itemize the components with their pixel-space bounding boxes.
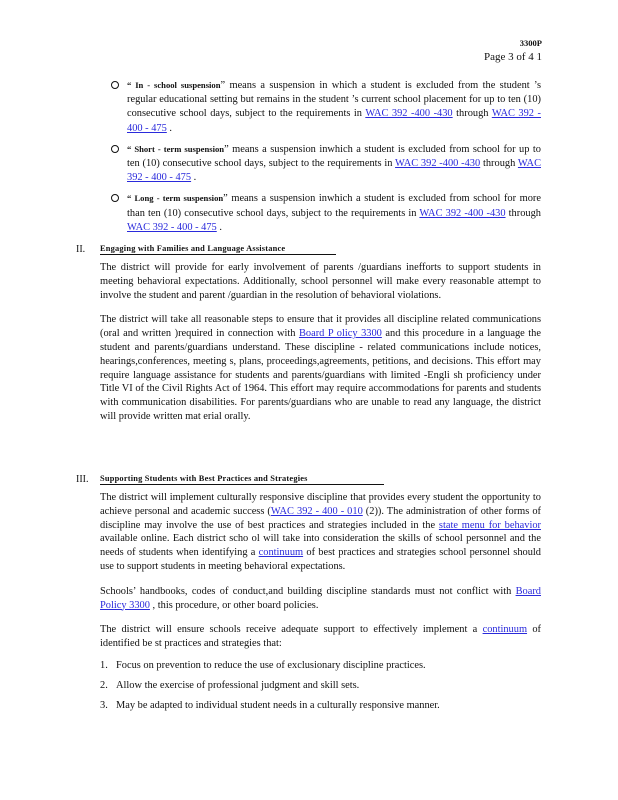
definition-term: “ In - school suspension [127,80,221,90]
list-item [100,659,541,673]
policy-code: 3300P [519,38,542,48]
connector-text: through [452,108,492,120]
section-title: Engaging with Families and Language Assistance [100,244,336,255]
list-text: May be adapted to individual student needs in a culturally responsive manner. [116,699,440,711]
paragraph-text: of best practices and strategies school personnel should use to support students in meeting behavioral expectations. [100,547,541,572]
section-heading [76,244,541,255]
paragraph [100,313,541,423]
wac-010-link[interactable]: WAC 392 - 400 - 010 [270,505,363,517]
end-text: . [166,122,173,134]
wac-430-link[interactable]: WAC 392 -400 -430 [395,158,481,170]
list-text: Allow the exercise of professional judgment and skill sets. [116,679,360,691]
hollow-bullet-icon [111,145,119,153]
section-number: II. [76,244,86,255]
paragraph: The district will provide for early involvement of parents /guardians inefforts to support students in meeting behavioral expectations. Additionally, school personnel will make every reasonable attempt to involve the student and parent /guardian in the resolution of behavioral violations. [100,262,541,301]
definition-term: “ Long - term suspension [127,193,224,204]
paragraph-text: , this procedure, or other board policies. [149,599,319,611]
paragraph-text: The district will ensure schools receive adequate support to effectively implement a [100,624,483,636]
state-menu-link[interactable]: state menu for behavior [438,519,541,531]
paragraph-text: (2)). The administration of other forms of discipline may involve the use of best practices and strategies included in the [100,505,541,531]
paragraph-text: available online. Each district scho ol will take into consideration the skills of school personnel and the needs of students when identifying a [100,533,541,559]
section-number: III. [76,474,89,485]
numbered-list [100,659,541,712]
paragraph-text: Schools’ handbooks, codes of conduct,and building discipline standards must not conflict with [100,585,516,597]
definition-text: ” means a suspension in which a student is excluded from the student ’s regular educational setting but remains in the student ’s current school placement for up to ten (10) consecutive school days, subject to the requirements in [127,80,541,120]
definition-text: ” means a suspension inwhich a student is excluded from school for up to ten (10) consecutive school days, subject to the requirements in [127,143,541,170]
definition-in-school-suspension [111,78,541,136]
wac-430-link[interactable]: WAC 392 -400 -430 [365,108,453,120]
wac-475-link[interactable]: WAC 392 - 400 - 475 [127,108,541,134]
hollow-bullet-icon [111,81,119,89]
list-item [100,679,541,693]
end-text: . [191,172,197,184]
definition-term: “ Short - term suspension [127,143,225,154]
section-heading [76,474,541,485]
end-text: . [216,221,222,233]
definition-long-term-suspension [111,191,541,235]
list-number: 3. [100,699,108,711]
continuum-link[interactable]: continuum [482,624,528,636]
list-item [100,699,541,713]
definition-short-term-suspension [111,142,541,186]
list-number: 1. [100,659,108,671]
paragraph-text: and this procedure in a language the student and parents/guardians understand. These discipline - related communications include notices, hearings,conferences, meeting s, plans, proceedings,agreements, petitions, and decisions. This effort may require language assistance for students and parents/guardians with limited -Engli sh proficiency under Title VI of the Civil Rights Act of 1964. This effort may require accommodations for parents and students with communication disabilities. For parents/guardians who are unable to read any language, the district will provide written mat erial orally. [100,328,541,422]
paragraph [100,585,541,613]
connector-text: through [505,207,541,219]
paragraph-text: The district will take all reasonable steps to ensure that it provides all discipline related communications (oral and written )required in connection with [100,314,541,340]
definition-text: ” means a suspension inwhich a student is excluded from school for more than ten (10) consecutive school days, subject to the requirements in [127,193,542,219]
wac-475-link[interactable]: WAC 392 - 400 - 475 [127,158,541,184]
definition-list [111,78,541,241]
section-title: Supporting Students with Best Practices and Strategies [100,474,384,485]
paragraph-text: The district will implement culturally responsive discipline that provides every student the opportunity to achieve personal and academic success ( [100,492,541,517]
list-text: Focus on prevention to reduce the use of exclusionary discipline practices. [116,659,426,671]
hollow-bullet-icon [111,194,119,202]
paragraph [100,623,541,651]
wac-475-link[interactable]: WAC 392 - 400 - 475 [127,221,217,233]
section-engaging-families [76,244,541,424]
list-number: 2. [100,679,108,691]
board-policy-3300-link[interactable]: Board P olicy 3300 [298,328,382,340]
page-number: Page 3 of 4 1 [483,51,542,63]
wac-430-link[interactable]: WAC 392 -400 -430 [419,207,506,219]
board-policy-3300-link[interactable]: Board Policy 3300 [100,585,541,611]
paragraph-text: of identified be st practices and strategies that: [100,624,541,650]
connector-text: through [480,158,518,170]
section-supporting-students [76,474,541,718]
continuum-link[interactable]: continuum [258,547,304,559]
paragraph [100,491,541,574]
